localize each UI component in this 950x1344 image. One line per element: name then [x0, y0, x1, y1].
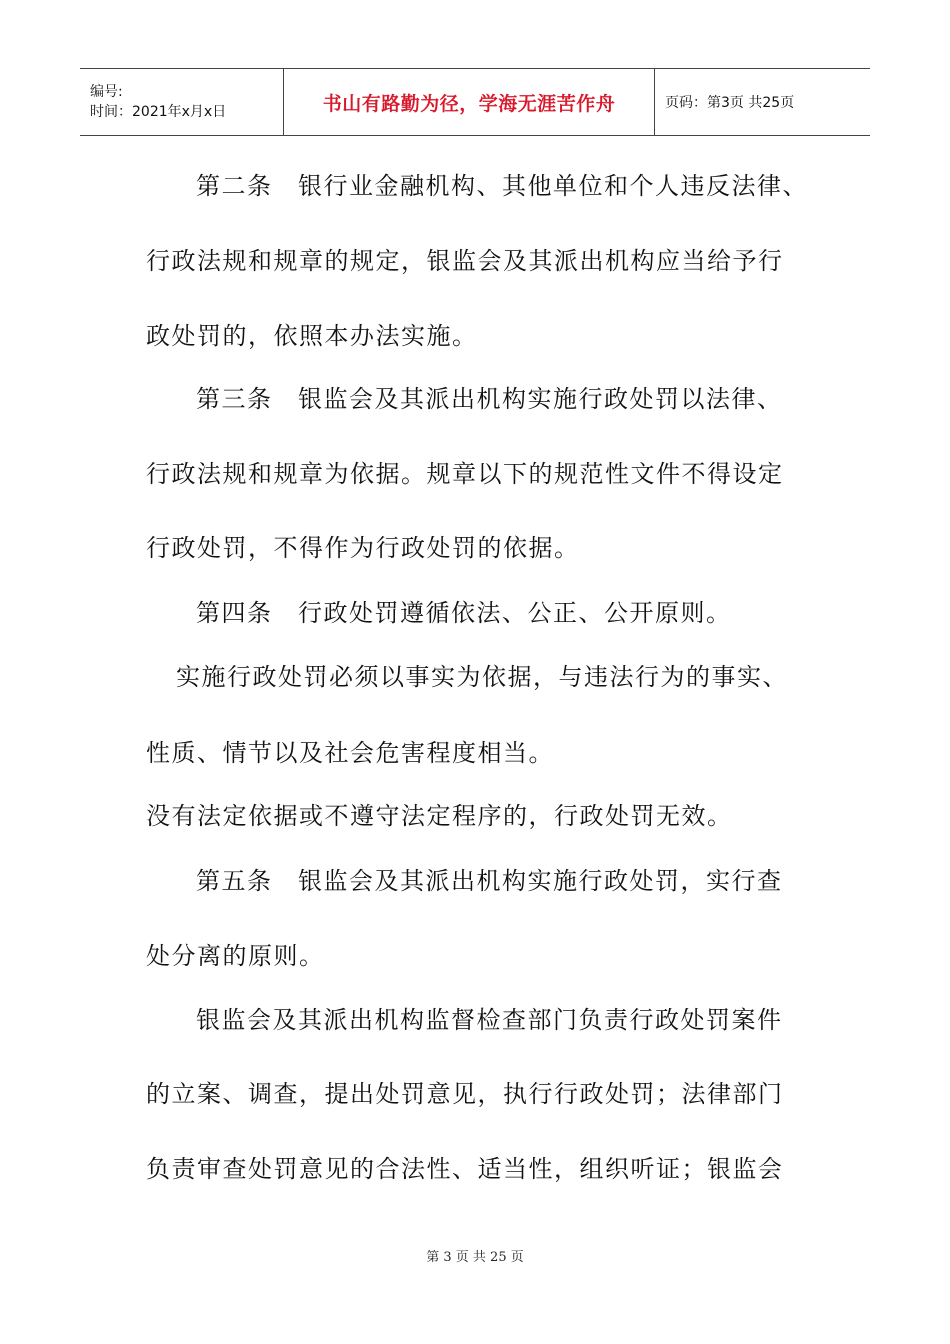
header-page-info: [655, 69, 870, 135]
body-line: 第五条 银监会及其派出机构实施行政处罚，实行查: [196, 867, 783, 895]
page-current: 3: [721, 95, 730, 111]
time-label: 时间：2021年x月x日: [90, 104, 227, 120]
body-line: 第三条 银监会及其派出机构实施行政处罚以法律、: [196, 385, 783, 413]
body-line: 处分离的原则。: [146, 942, 325, 970]
body-line: 第二条 银行业金融机构、其他单位和个人违反法律、: [196, 172, 808, 200]
body-line: 行政法规和规章的规定，银监会及其派出机构应当给予行: [146, 247, 784, 275]
serial-number-label: 编号:: [90, 84, 123, 100]
page-footer: 第 3 页 共 25 页: [426, 1250, 524, 1265]
body-line: 的立案、调查，提出处罚意见，执行行政处罚；法律部门: [146, 1080, 784, 1108]
header-meta: [80, 69, 283, 135]
body-line: 行政处罚，不得作为行政处罚的依据。: [146, 534, 580, 562]
body-line: 没有法定依据或不遵守法定程序的，行政处罚无效。: [146, 802, 733, 830]
page-info-suffix: 页: [780, 95, 795, 111]
page-total: 25: [762, 95, 781, 111]
body-line: 第四条 行政处罚遵循依法、公正、公开原则。: [196, 599, 732, 627]
body-line: 行政法规和规章为依据。规章以下的规范性文件不得设定: [146, 460, 784, 488]
page-info-prefix: 页码：第: [665, 95, 721, 111]
page-info-mid: 页 共: [729, 95, 763, 111]
document-header: [80, 68, 870, 136]
body-line: 政处罚的，依照本办法实施。: [146, 322, 478, 350]
body-line: 负责审查处罚意见的合法性、适当性，组织听证；银监会: [146, 1155, 784, 1183]
header-motto-cell: [283, 69, 655, 135]
body-line: 实施行政处罚必须以事实为依据，与违法行为的事实、: [176, 663, 788, 691]
body-line: 性质、情节以及社会危害程度相当。: [146, 739, 554, 767]
body-line: 银监会及其派出机构监督检查部门负责行政处罚案件: [196, 1006, 783, 1034]
header-motto: 书山有路勤为径，学海无涯苦作舟: [322, 92, 616, 115]
